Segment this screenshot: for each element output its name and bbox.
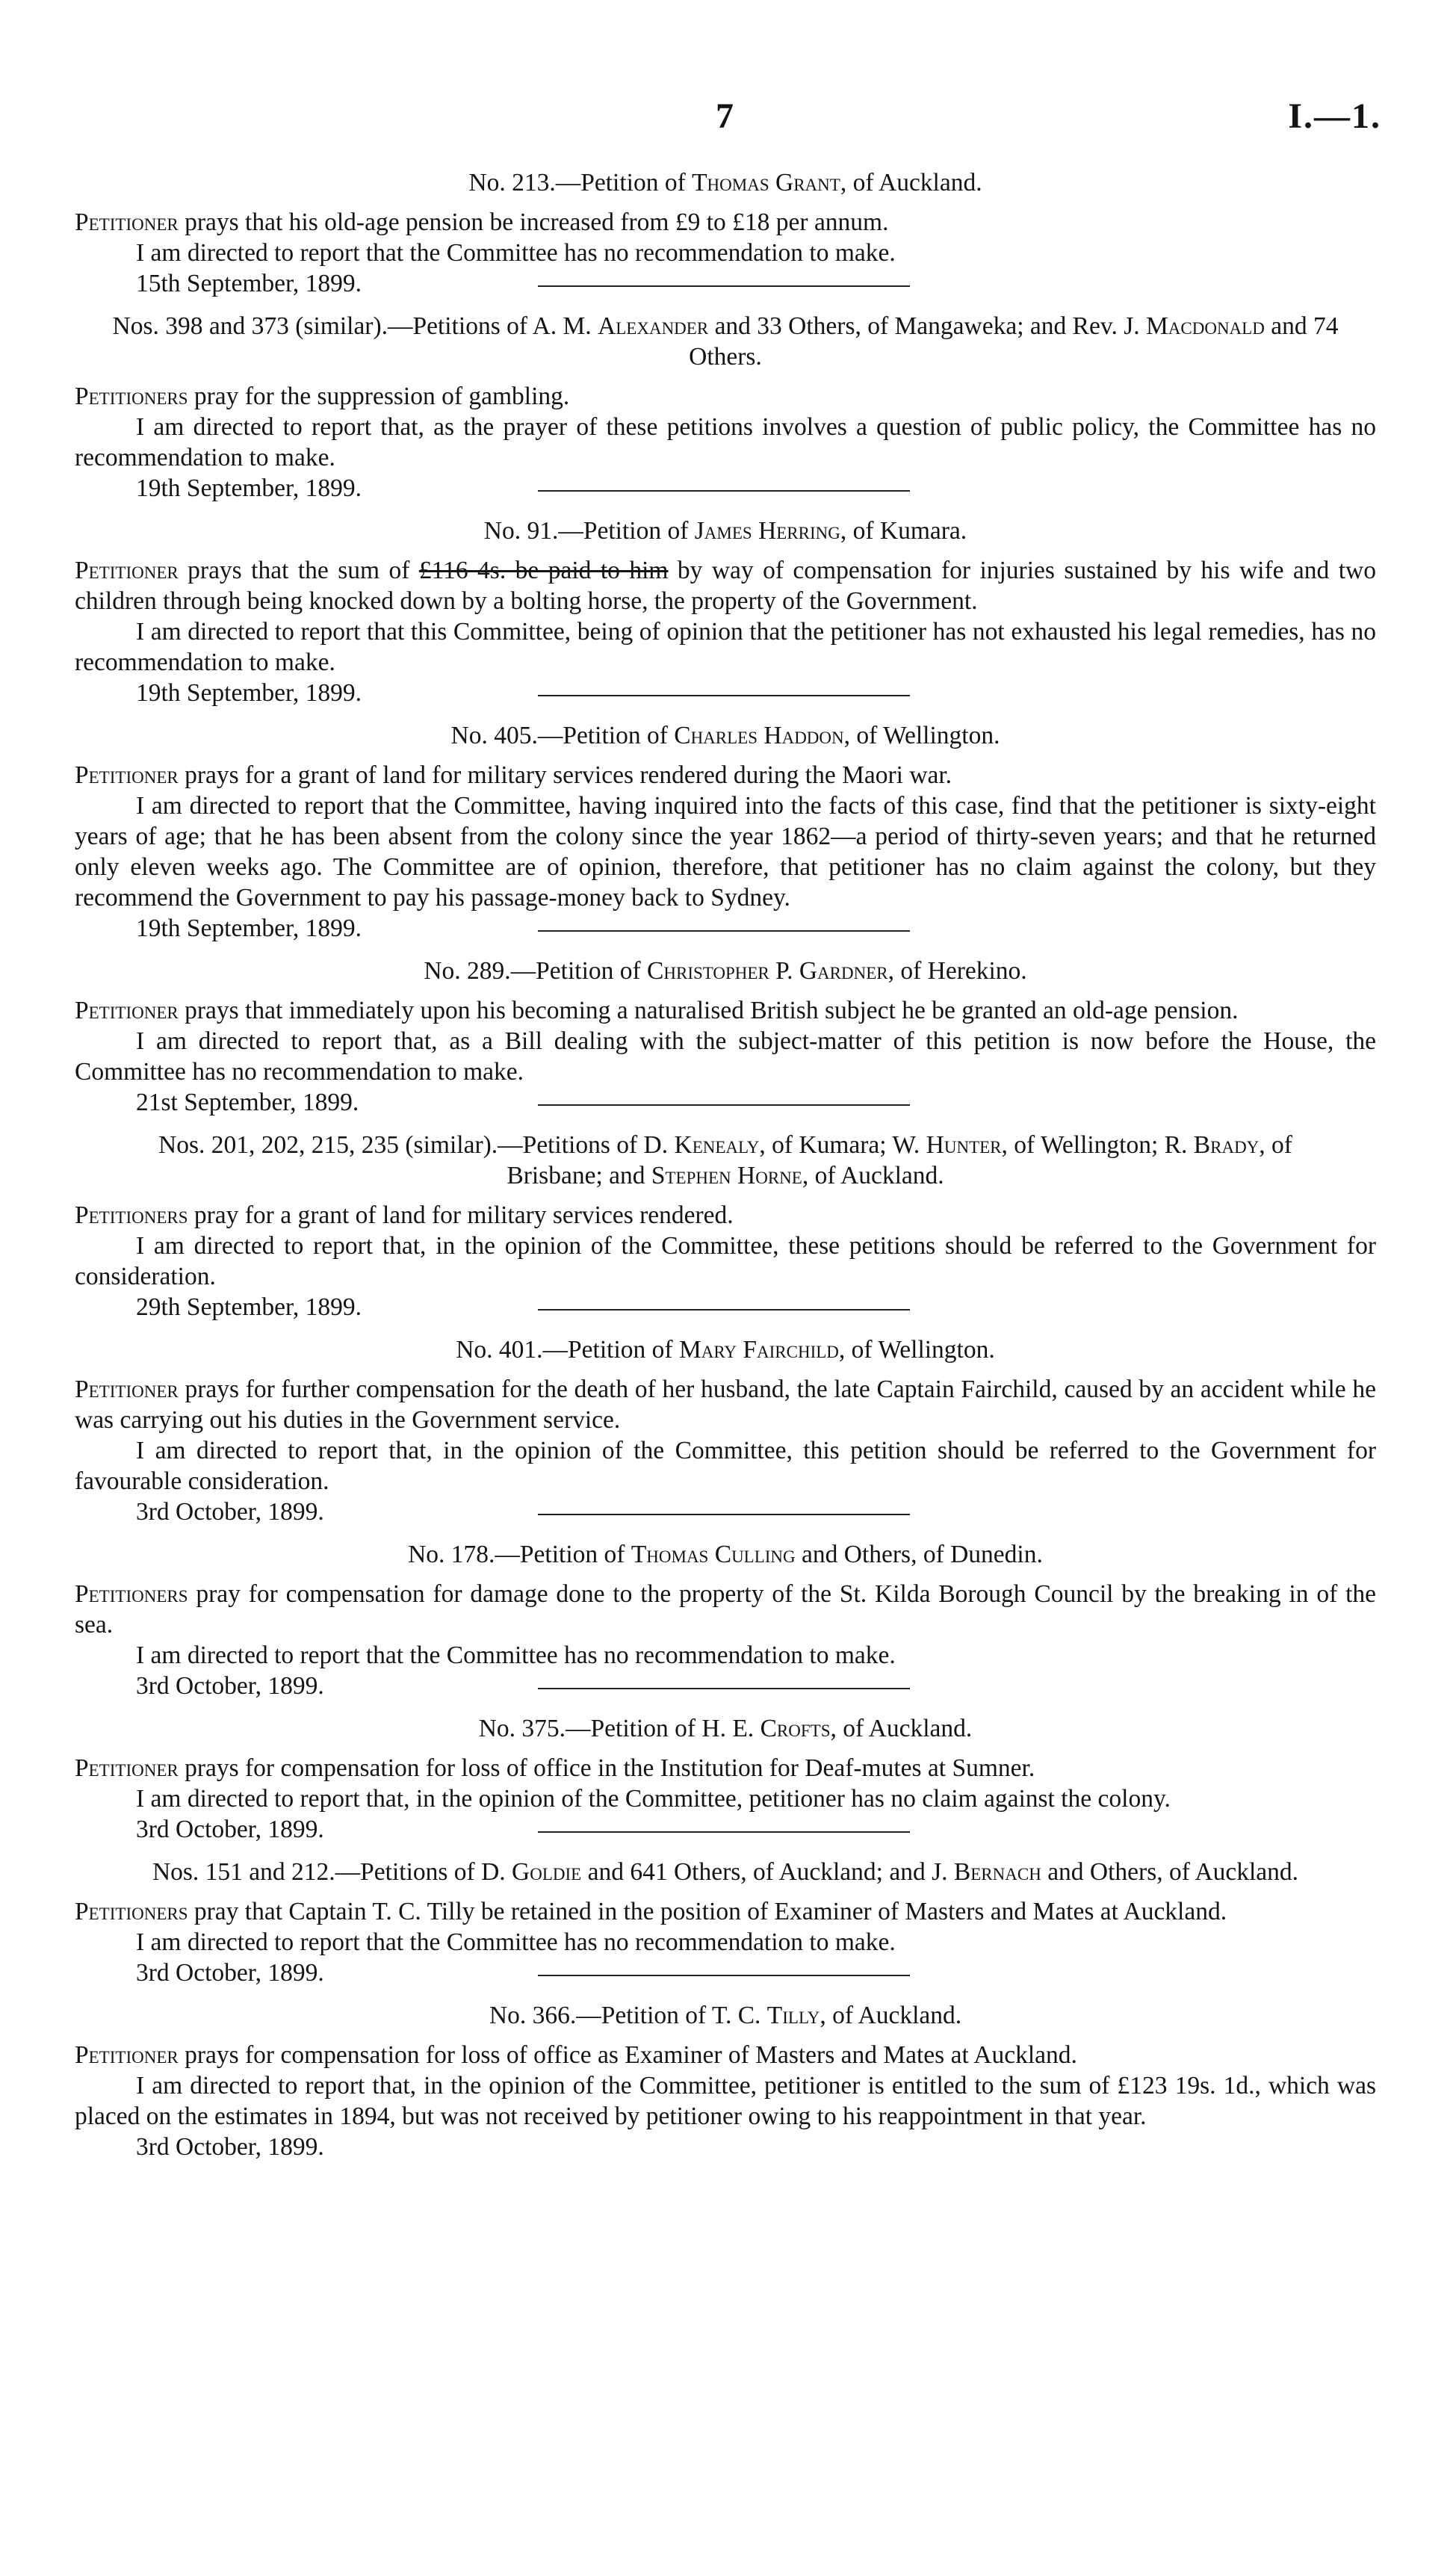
petition-entry xyxy=(75,516,1376,707)
section-divider xyxy=(538,1104,910,1106)
paper-reference: I.—1. xyxy=(1288,96,1381,136)
committee-report: I am directed to report that this Committee, being of opinion that the petitioner has not exhausted his legal remedies, has no recommendation to make. xyxy=(75,618,1376,676)
petition-prayer: Petitioner prays for further compensation for the death of her husband, the late Captain Fairchild, caused by an accident while he was carrying out his duties in the Government service. xyxy=(75,1376,1376,1434)
section-divider xyxy=(538,1309,910,1311)
petition-title: No. 213.—Petition of Thomas Grant, of Auckland. xyxy=(468,169,982,197)
petitioner-name: Crofts xyxy=(760,1715,831,1742)
committee-report: I am directed to report that, in the opinion of the Committee, this petition should be referred to the Government for favourable consideration. xyxy=(75,1437,1376,1495)
petitioner-name: Charles Haddon xyxy=(674,722,844,749)
petitioner-name: Goldie xyxy=(512,1858,582,1886)
committee-report: I am directed to report that, in the opinion of the Committee, these petitions should be referred to the Government for consideration. xyxy=(75,1232,1376,1290)
section-divider xyxy=(538,1688,910,1689)
section-divider xyxy=(538,1514,910,1515)
section-divider xyxy=(538,1831,910,1833)
petition-prayer: Petitioners pray for a grant of land for military services rendered. xyxy=(75,1201,734,1229)
petition-title: No. 375.—Petition of H. E. Crofts, of Auckland. xyxy=(478,1715,973,1742)
petitioner-name: Tilly xyxy=(766,2002,820,2029)
petitioner-name: James Herring xyxy=(694,517,840,545)
petition-prayer: Petitioners pray for the suppression of gambling. xyxy=(75,383,570,410)
section-divider xyxy=(538,930,910,932)
report-date: 21st September, 1899. xyxy=(136,1089,359,1116)
petition-prayer: Petitioners pray for compensation for damage done to the property of the St. Kilda Borough Council by the breaking in of the sea. xyxy=(75,1580,1376,1639)
petition-prayer: Petitioner prays that immediately upon his becoming a naturalised British subject he be granted an old-age pension. xyxy=(75,997,1239,1024)
petition-prayer: Petitioner prays for compensation for loss of office in the Institution for Deaf-mutes at Sumner. xyxy=(75,1754,1035,1782)
petition-prayer: Petitioner prays for a grant of land for military services rendered during the Maori war. xyxy=(75,761,952,789)
petitioner-name: Thomas Grant xyxy=(692,169,840,197)
report-date: 3rd October, 1899. xyxy=(136,1816,324,1843)
petitioner-name: Christopher P. Gardner xyxy=(647,957,888,985)
petition-entry xyxy=(75,1130,1376,1321)
report-date: 29th September, 1899. xyxy=(136,1293,362,1321)
page-number: 7 xyxy=(716,96,734,136)
committee-report: I am directed to report that the Committee has no recommendation to make. xyxy=(136,1928,896,1956)
page-header xyxy=(0,96,1456,140)
report-date: 19th September, 1899. xyxy=(136,474,362,502)
committee-report: I am directed to report that the Committee has no recommendation to make. xyxy=(136,1641,896,1669)
report-date: 3rd October, 1899. xyxy=(136,1672,324,1700)
petitioner-name: Alexander xyxy=(598,312,709,340)
committee-report: I am directed to report that, as the prayer of these petitions involves a question of public policy, the Committee has no recommendation to make. xyxy=(75,413,1376,471)
committee-report: I am directed to report that, in the opinion of the Committee, petitioner has no claim against the colony. xyxy=(136,1785,1171,1813)
committee-report: I am directed to report that the Committee, having inquired into the facts of this case, find that the petitioner is sixty-eight years of age; that he has been absent from the colony since the year 1862—a period of thirty-seven years; and that he returned only eleven weeks ago. The Committee are of opinion, therefore, that petitioner has no claim against the colony, but they recommend the Government to pay his passage-money back to Sydney. xyxy=(75,792,1376,912)
report-date: 3rd October, 1899. xyxy=(136,2133,324,2161)
petitioner-name: Thomas Culling xyxy=(631,1541,796,1568)
petitioner-name: Mary Fairchild xyxy=(678,1336,839,1364)
petition-entry xyxy=(75,1857,1376,1987)
petition-title: No. 289.—Petition of Christopher P. Gardner, of Herekino. xyxy=(424,957,1027,985)
committee-report: I am directed to report that, as a Bill dealing with the subject-matter of this petition is now before the House, the Committee has no recommendation to make. xyxy=(75,1027,1376,1086)
petition-entry xyxy=(75,1539,1376,1700)
section-divider xyxy=(538,1975,910,1976)
petition-entry xyxy=(75,1713,1376,1843)
section-divider xyxy=(538,285,910,287)
committee-report: I am directed to report that the Committee has no recommendation to make. xyxy=(136,239,896,267)
petition-title: Nos. 201, 202, 215, 235 (similar).—Petitions of D. Kenealy, of Kumara; W. Hunter, of Wellington; R. Brady, of Brisbane; and Stephen Horne, of Auckland. xyxy=(158,1131,1292,1189)
petition-prayer: Petitioner prays that the sum of £116 4s. be paid to him by way of compensation for injuries sustained by his wife and two children through being knocked down by a bolting horse, the property of the Government. xyxy=(75,557,1376,615)
petition-entry xyxy=(75,720,1376,942)
petitioner-name: Macdonald xyxy=(1145,312,1265,340)
petitioner-name: Brady xyxy=(1193,1131,1260,1159)
petition-prayer: Petitioner prays for compensation for loss of office as Examiner of Masters and Mates at Auckland. xyxy=(75,2041,1077,2069)
section-divider xyxy=(538,490,910,492)
petitioner-name: Bernach xyxy=(953,1858,1041,1886)
petition-entry xyxy=(75,1334,1376,1526)
petitioner-name: Kenealy xyxy=(674,1131,760,1159)
petition-entry xyxy=(75,167,1376,297)
petition-title: Nos. 151 and 212.—Petitions of D. Goldie and 641 Others, of Auckland; and J. Bernach and Others, of Auckland. xyxy=(152,1858,1299,1886)
section-divider xyxy=(538,695,910,696)
report-date: 15th September, 1899. xyxy=(136,270,362,297)
petition-title: Nos. 398 and 373 (similar).—Petitions of A. M. Alexander and 33 Others, of Mangaweka; and Rev. J. Macdonald and 74 Others. xyxy=(112,312,1339,371)
petition-entry xyxy=(75,311,1376,502)
petition-title: No. 91.—Petition of James Herring, of Kumara. xyxy=(483,517,967,545)
report-date: 3rd October, 1899. xyxy=(136,1498,324,1526)
report-date: 19th September, 1899. xyxy=(136,679,362,707)
petition-title: No. 405.—Petition of Charles Haddon, of Wellington. xyxy=(450,722,1000,749)
petitioner-name: Stephen Horne xyxy=(651,1162,802,1189)
petition-entry xyxy=(75,2000,1376,2162)
petition-entry xyxy=(75,956,1376,1116)
petitions-report xyxy=(75,167,1376,2162)
committee-report: I am directed to report that, in the opinion of the Committee, petitioner is entitled to the sum of £123 19s. 1d., which was placed on the estimates in 1894, but was not received by petitioner owing to his reappointment in that year. xyxy=(75,2072,1376,2130)
petition-prayer: Petitioners pray that Captain T. C. Tilly be retained in the position of Examiner of Masters and Mates at Auckland. xyxy=(75,1898,1227,1925)
petitioner-name: Hunter xyxy=(926,1131,1002,1159)
petition-prayer: Petitioner prays that his old-age pension be increased from £9 to £18 per annum. xyxy=(75,208,889,236)
report-date: 3rd October, 1899. xyxy=(136,1959,324,1987)
petition-title: No. 178.—Petition of Thomas Culling and Others, of Dunedin. xyxy=(408,1541,1043,1568)
petition-title: No. 401.—Petition of Mary Fairchild, of Wellington. xyxy=(456,1336,995,1364)
petition-title: No. 366.—Petition of T. C. Tilly, of Auckland. xyxy=(489,2002,962,2029)
struck-amount: £116 4s. be paid to him xyxy=(418,557,669,584)
report-date: 19th September, 1899. xyxy=(136,915,362,942)
